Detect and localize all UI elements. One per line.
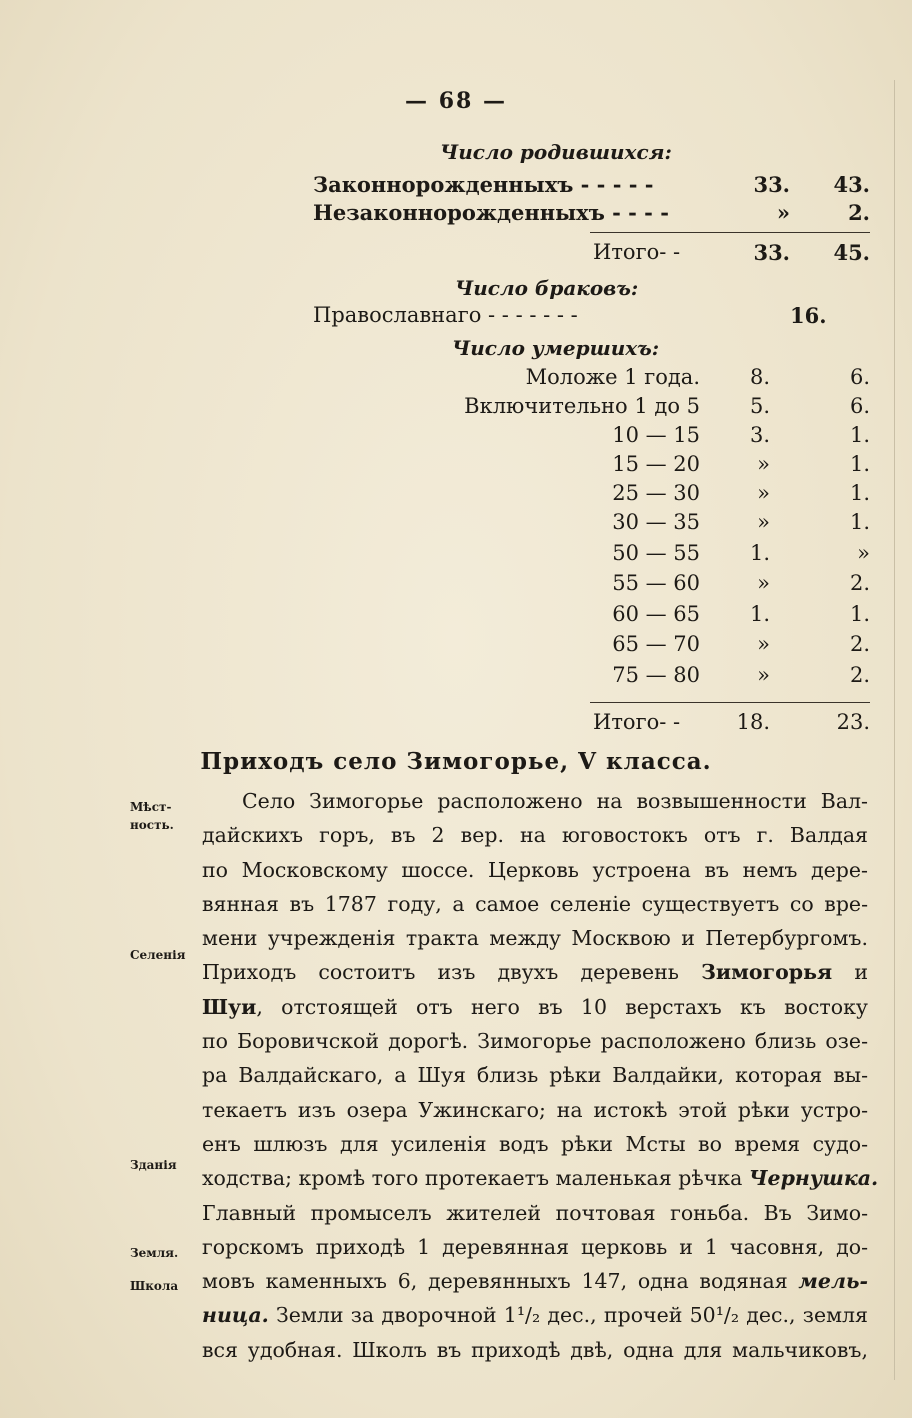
deaths-row [0,394,912,422]
deaths-row [0,602,912,630]
text-line: дайскихъ горъ, въ 2 вер. на юговостокъ отъ г. Валдая [202,823,868,848]
deaths-row-c1: 3. [749,423,770,447]
births-row [0,172,912,200]
deaths-row-c2: 6. [849,394,870,418]
deaths-row [0,365,912,393]
marriages-row-label: Православнаго - - - - - - - [313,303,578,327]
deaths-row-c1: 1. [749,602,770,626]
deaths-row-c1: 8. [749,365,770,389]
deaths-row [0,481,912,509]
deaths-row-c2: 1. [849,602,870,626]
deaths-row-c2: 2. [849,632,870,656]
deaths-row-c2: 1. [849,481,870,505]
deaths-row-c1: » [757,481,770,505]
margin-note: Мѣст- [130,800,172,814]
deaths-row-c1: 5. [749,394,770,418]
births-total-c1: 33. [753,240,790,265]
deaths-row-c1: 1. [749,541,770,565]
text-line: ра Валдайскаго, а Шуя близь рѣки Валдайки, которая вы- [202,1063,868,1088]
page-number: — 68 — [405,88,507,114]
text-line [202,990,868,1024]
deaths-row [0,663,912,691]
births-total-row [0,240,912,268]
deaths-row-c2: 1. [849,423,870,447]
deaths-row-label: 60 — 65 [612,602,700,626]
text-line: вянная въ 1787 году, а самое селеніе существуетъ со вре- [202,891,868,916]
text-segment: ходства; кромѣ того протекаетъ маленькая рѣчка [202,1166,743,1191]
births-row-c2: 43. [833,172,870,197]
text-line: по Московскому шоссе. Церковь устроена въ немъ дере- [202,857,868,882]
births-total-rule [590,232,870,233]
mill-word-end: ница. [202,1303,269,1328]
deaths-row [0,571,912,599]
text-segment: мовъ каменныхъ 6, деревянныхъ 147, одна водяная [202,1269,788,1294]
deaths-row-c2: 2. [849,663,870,687]
text-segment: и [854,960,868,985]
text-line: текаетъ изъ озера Ужинскаго; на истокѣ этой рѣки устро- [202,1097,868,1122]
margin-note: ность. [130,818,174,832]
text-line: Главный промыселъ жителей почтовая гоньба. Въ Зимо- [202,1200,868,1225]
deaths-row-label: Моложе 1 года. [525,365,700,389]
births-row-c1: 33. [753,172,790,197]
deaths-row [0,510,912,538]
deaths-row-label: 65 — 70 [612,632,700,656]
births-row-label: Незаконнорожденныхъ - - - - [313,200,669,225]
margin-note: Земля. [130,1246,179,1260]
deaths-row-c1: » [757,571,770,595]
deaths-row-label: 10 — 15 [612,423,700,447]
text-line: по Боровичской дорогѣ. Зимогорье расположено близь озе- [202,1029,868,1054]
deaths-row-label: 30 — 35 [612,510,700,534]
deaths-row-label: 50 — 55 [612,541,700,565]
births-row [0,200,912,228]
text-line: Село Зимогорье расположено на возвышенности Вал- [242,789,868,813]
deaths-row-c2: 1. [849,452,870,476]
text-line: вся удобная. Школъ въ приходѣ двѣ, одна для мальчиковъ, [202,1337,868,1362]
deaths-row-c2: 2. [849,571,870,595]
village-name-zimogorye: Зимогорья [701,960,833,985]
deaths-total-c1: 18. [736,710,770,734]
text-line [202,1161,879,1195]
margin-note: Школа [130,1279,179,1293]
text-line [202,1298,868,1332]
births-row-c1: » [776,200,790,225]
deaths-heading: Число умершихъ: [452,336,660,360]
marriages-heading: Число браковъ: [455,276,639,300]
deaths-row [0,423,912,451]
deaths-row-c1: » [757,452,770,476]
births-row-label: Законнорожденныхъ - - - - - [313,172,654,197]
deaths-row-label: 75 — 80 [612,663,700,687]
deaths-row-c2: » [857,541,870,565]
deaths-row [0,632,912,660]
deaths-total-row [0,710,912,738]
text-segment: , отстоящей отъ него въ 10 верстахъ къ востоку [256,994,868,1019]
births-total-label: Итого- - [593,240,681,264]
deaths-row-label: 15 — 20 [612,452,700,476]
births-row-c2: 2. [848,200,870,225]
deaths-row-label: Включительно 1 до 5 [464,394,700,418]
deaths-total-label: Итого- - [593,710,681,734]
text-line: енъ шлюзъ для усиленія водъ рѣки Мсты во время судо- [202,1131,868,1156]
section-title: Приходъ село Зимогорье, V класса. [200,748,712,775]
text-line: мени учрежденія тракта между Москвою и Петербургомъ. [202,926,868,951]
margin-note: Зданія [130,1158,177,1172]
births-heading: Число родившихся: [440,140,672,164]
text-line [202,1264,868,1298]
deaths-row-c1: » [757,510,770,534]
mill-word: мель- [798,1269,868,1294]
body-paragraph [202,784,879,1367]
deaths-row-c2: 6. [849,365,870,389]
deaths-row-label: 55 — 60 [612,571,700,595]
text-line [202,955,868,989]
river-name: Чернушка. [748,1166,879,1191]
text-segment: Земли за дворочной 1¹/₂ дес., прочей 50¹/₂ дес., земля [275,1303,868,1328]
deaths-row [0,452,912,480]
text-segment: Приходъ состоитъ изъ двухъ деревень [202,960,679,985]
deaths-row-c1: » [757,663,770,687]
village-name-shuya: Шуи [202,994,257,1019]
margin-note: Селенія [130,948,186,962]
marriages-row [0,303,912,331]
marriages-row-value: 16. [790,303,827,328]
deaths-total-c2: 23. [836,710,870,734]
deaths-row-c2: 1. [849,510,870,534]
deaths-row [0,541,912,569]
births-total-c2: 45. [833,240,870,265]
deaths-row-label: 25 — 30 [612,481,700,505]
deaths-total-rule [590,702,870,703]
deaths-row-c1: » [757,632,770,656]
text-line: горскомъ приходѣ 1 деревянная церковь и 1 часовня, до- [202,1234,868,1259]
